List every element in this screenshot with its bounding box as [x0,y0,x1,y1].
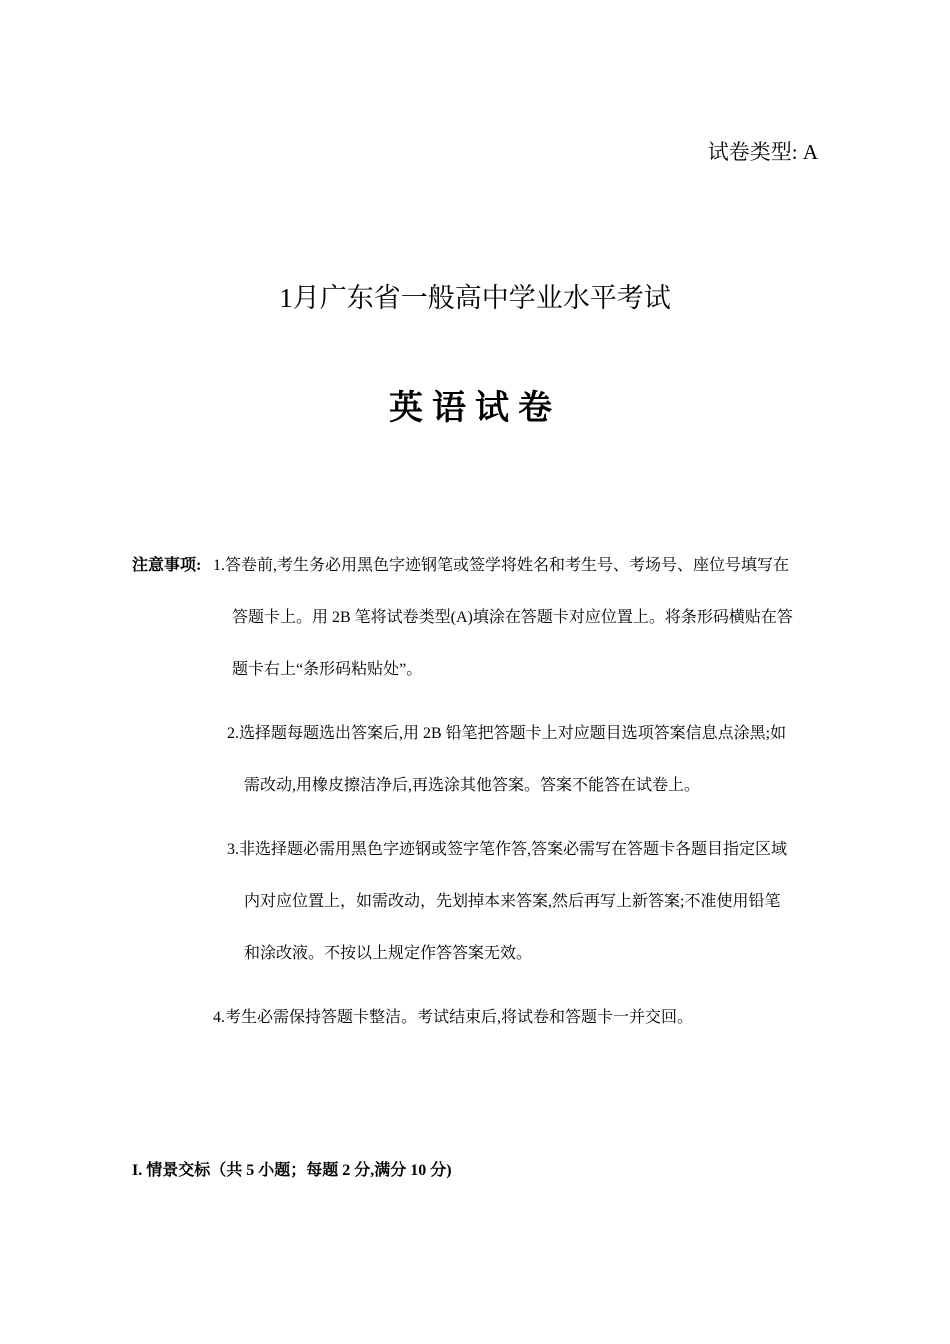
notice-label: 注意事项: [132,557,202,574]
notice-item-4-line-1: 4.考生必需保持答题卡整洁。考试结束后,将试卷和答题卡一并交回。 [213,1009,694,1026]
notice-item-1-line-2: 答题卡上。用 2B 笔将试卷类型(A)填涂在答题卡对应位置上。将条形码横贴在答 [232,609,793,626]
notice-item-3-line-3: 和涂改液。不按以上规定作答答案无效。 [244,945,533,962]
section-heading: I. 情景交标（共 5 小题；每题 2 分,满分 10 分) [132,1162,452,1179]
subject-title: 英语试卷 [389,388,561,428]
notice-item-1-line-1: 1.答卷前,考生务必用黑色字迹钢笔或签学将姓名和考生号、考场号、座位号填写在 [213,557,790,574]
notice-item-3-line-1: 3.非选择题必需用黑色字迹钢或签字笔作答,答案必需写在答题卡各题目指定区域 [227,841,788,858]
notice-item-3-line-2: 内对应位置上，如需改动，先划掉本来答案,然后再写上新答案;不准使用铅笔 [244,893,781,910]
exam-title: 1月广东省一般高中学业水平考试 [279,283,671,313]
paper-type-label: 试卷类型: A [707,140,818,164]
notice-item-1-line-3: 题卡右上“条形码粘贴处”。 [232,661,423,678]
notice-item-2-line-1: 2.选择题每题选出答案后,用 2B 铅笔把答题卡上对应题目选项答案信息点涂黑;如 [227,725,787,742]
notice-item-2-line-2: 需改动,用橡皮擦洁净后,再选涂其他答案。答案不能答在试卷上。 [244,777,701,794]
